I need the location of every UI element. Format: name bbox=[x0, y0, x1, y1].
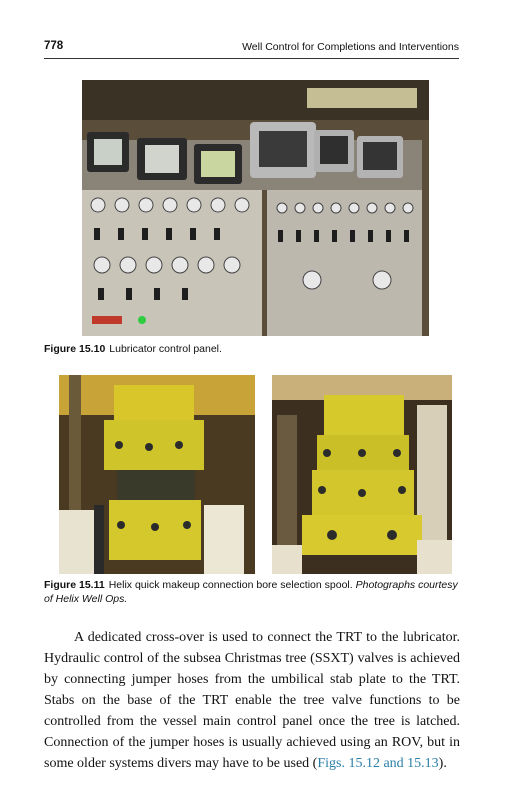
page-number: 778 bbox=[44, 40, 64, 52]
figure-reference-link[interactable]: Figs. 15.12 and 15.13 bbox=[317, 756, 439, 771]
page-header bbox=[44, 40, 459, 59]
figure-15-11-caption bbox=[44, 578, 460, 606]
figure-15-10-caption bbox=[44, 342, 460, 356]
running-title: Well Control for Completions and Interventions bbox=[242, 41, 459, 53]
paragraph-end: ). bbox=[438, 756, 447, 771]
body-paragraph bbox=[44, 627, 460, 774]
paragraph-text: A dedicated cross-over is used to connect the TRT to the lubricator. Hydraulic control of the subsea Christmas tree (SSXT) valves is achieved by connecting jumper hoses from the umbilical stab plate to the TRT. Stabs on the base of the TRT enable the tree valve functions to be controlled from the vessel main control panel once the tree is latched. Connection of the jumper hoses is usually achieved using an ROV, but in some older systems divers may have to be used ( bbox=[44, 630, 460, 771]
figure-label: Figure 15.11 bbox=[44, 579, 105, 591]
lubricator-control-panel-photo bbox=[82, 80, 429, 336]
caption-text: Helix quick makeup connection bore selection spool. bbox=[108, 579, 353, 591]
spool-photo-right bbox=[272, 375, 452, 574]
photo-credit: Photographs courtesy of Helix Well Ops. bbox=[44, 579, 458, 605]
caption-text: Lubricator control panel. bbox=[109, 343, 222, 355]
figure-label: Figure 15.10 bbox=[44, 343, 106, 355]
spool-photo-left bbox=[59, 375, 255, 574]
